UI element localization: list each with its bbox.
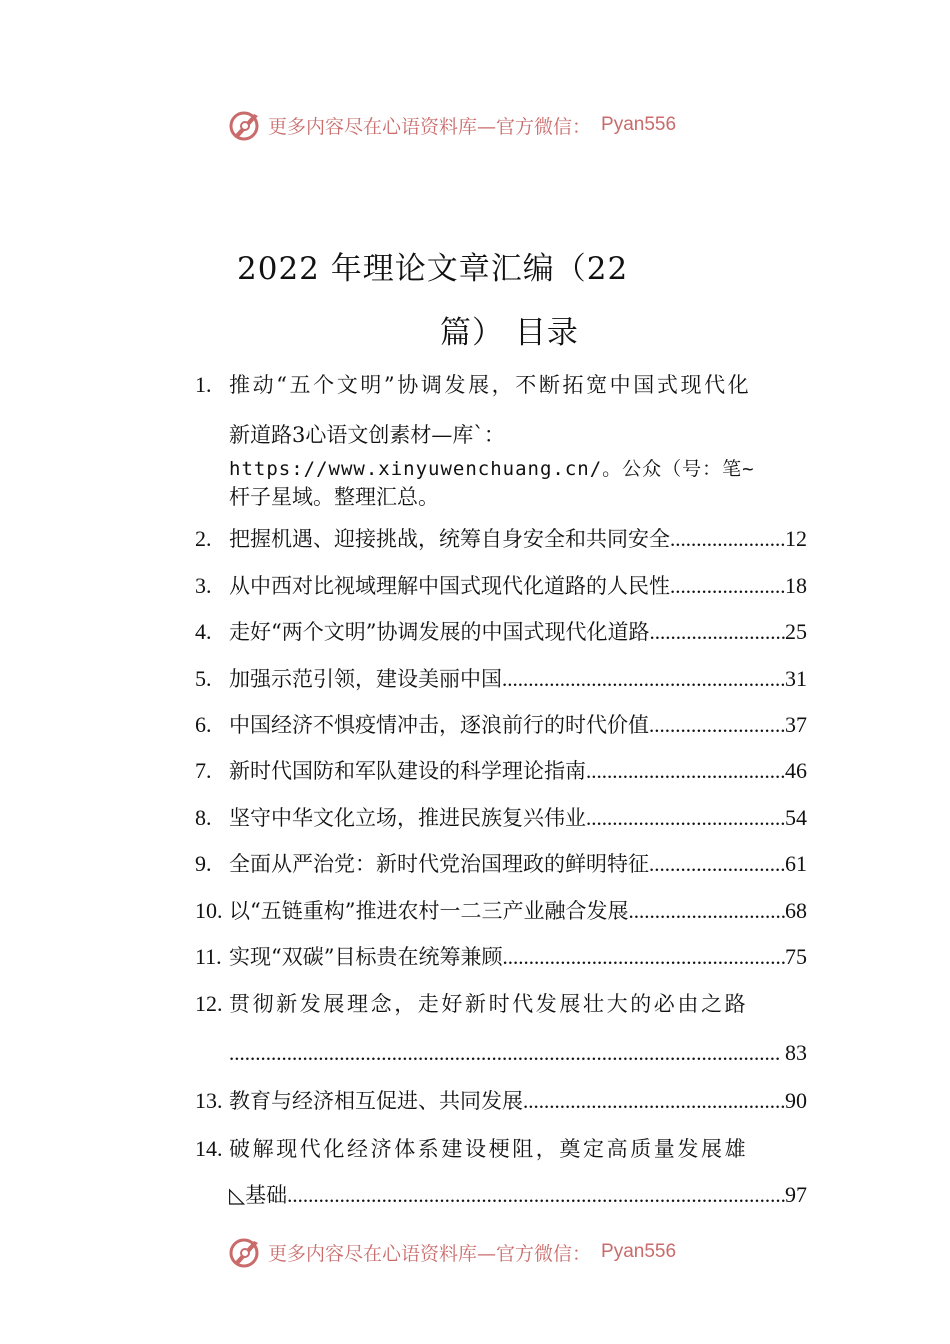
toc-leader	[586, 803, 785, 833]
toc-page: 18	[785, 573, 807, 598]
toc-number: 6.	[195, 712, 212, 737]
toc-number: 2.	[195, 526, 212, 551]
toc-page: 31	[785, 666, 807, 691]
toc-number: 12.	[195, 991, 223, 1016]
toc-title: 新时代国防和军队建设的科学理论指南	[229, 759, 586, 783]
toc-title: 从中西对比视域理解中国式现代化道路的人民性	[229, 574, 670, 598]
toc-page: 68	[785, 898, 807, 923]
toc-number: 8.	[195, 805, 212, 830]
toc-leader	[628, 896, 785, 926]
toc-entry-1-line4: 杆子星域。整理汇总。	[229, 485, 439, 509]
toc-entry-14-cont[interactable]	[229, 1180, 807, 1210]
toc-leader	[649, 710, 785, 740]
banner-wechat-id: Pyan556	[601, 1241, 677, 1262]
toc-entry-6[interactable]	[195, 710, 807, 740]
toc-leader	[502, 664, 785, 694]
toc-entry-2[interactable]	[195, 524, 807, 554]
toc-page: 61	[785, 851, 807, 876]
toc-leader	[649, 617, 785, 647]
toc-leader	[523, 1086, 785, 1116]
toc-entry-5[interactable]	[195, 664, 807, 694]
toc-leader	[502, 942, 785, 972]
toc-entry-10[interactable]	[195, 896, 807, 926]
banner-text: 更多内容尽在心语资料库—官方微信：	[268, 1242, 592, 1265]
banner-wechat-id: Pyan556	[601, 114, 677, 135]
toc-number: 7.	[195, 758, 212, 783]
toc-leader	[229, 1038, 779, 1068]
toc-leader	[287, 1180, 785, 1210]
toc-entry-12[interactable]	[195, 989, 807, 1019]
toc-page: 97	[785, 1182, 807, 1207]
toc-entry-12-cont[interactable]	[229, 1038, 807, 1068]
toc-title: 以“五链重构”推进农村一二三产业融合发展	[229, 899, 629, 923]
toc-number: 13.	[195, 1088, 223, 1113]
toc-title: 推动“五个文明”协调发展，不断拓宽中国式现代化	[229, 373, 752, 397]
toc-entry-1[interactable]	[195, 370, 807, 400]
toc-title: 贯彻新发展理念，走好新时代发展壮大的必由之路	[229, 992, 749, 1016]
toc-page: 75	[785, 944, 807, 969]
toc-page: 25	[785, 619, 807, 644]
toc-number: 9.	[195, 851, 212, 876]
toc-page: 12	[785, 526, 807, 551]
toc-leader	[670, 571, 785, 601]
toc-title: 把握机遇、迎接挑战，统筹自身安全和共同安全	[229, 527, 670, 551]
pen-circle-logo-icon	[228, 1235, 262, 1269]
toc-title: 坚守中华文化立场，推进民族复兴伟业	[229, 806, 586, 830]
toc-number: 4.	[195, 619, 212, 644]
toc-title: 加强示范引领，建设美丽中国	[229, 667, 502, 691]
toc-entry-14[interactable]	[195, 1134, 807, 1164]
toc-number: 5.	[195, 666, 212, 691]
toc-number: 10.	[195, 898, 223, 923]
toc-page: 54	[785, 805, 807, 830]
toc-entry-11[interactable]	[195, 942, 807, 972]
pen-circle-logo-icon	[228, 108, 262, 142]
banner-text: 更多内容尽在心语资料库—官方微信：	[268, 115, 592, 138]
toc-number: 1.	[195, 372, 212, 397]
toc-title-cont: ◺基础	[229, 1183, 288, 1207]
toc-entry-9[interactable]	[195, 849, 807, 879]
toc-entry-1-line2: 新道路3心语文创素材—库`：	[229, 423, 505, 447]
toc-title: 破解现代化经济体系建设梗阻，奠定高质量发展雄	[229, 1137, 749, 1161]
toc-number: 14.	[195, 1136, 223, 1161]
toc-title: 中国经济不惧疫情冲击，逐浪前行的时代价值	[229, 713, 649, 737]
toc-leader	[670, 524, 785, 554]
toc-page: 46	[785, 758, 807, 783]
toc-number: 3.	[195, 573, 212, 598]
toc-entry-7[interactable]	[195, 756, 807, 786]
toc-entry-13[interactable]	[195, 1086, 807, 1116]
toc-leader	[649, 849, 785, 879]
toc-entry-4[interactable]	[195, 617, 807, 647]
header-banner	[228, 108, 676, 142]
toc-entry-8[interactable]	[195, 803, 807, 833]
toc-page: 90	[785, 1088, 807, 1113]
toc-entry-1-line3: https://www.xinyuwenchuang.cn/。公众（号：笔~	[229, 458, 755, 480]
page-title-line1: 2022 年理论文章汇编（22	[237, 251, 629, 287]
page-title-line2: 篇） 目录	[440, 315, 579, 351]
toc-leader	[586, 756, 785, 786]
toc-number: 11.	[195, 944, 222, 969]
toc-page: 37	[785, 712, 807, 737]
toc-entry-3[interactable]	[195, 571, 807, 601]
toc-title: 走好“两个文明”协调发展的中国式现代化道路	[229, 620, 650, 644]
toc-page: 83	[785, 1040, 807, 1065]
toc-title: 教育与经济相互促进、共同发展	[229, 1089, 523, 1113]
footer-banner	[228, 1235, 676, 1269]
toc-title: 全面从严治党：新时代党治国理政的鲜明特征	[229, 852, 649, 876]
toc-title: 实现“双碳”目标贵在统筹兼顾	[229, 945, 503, 969]
